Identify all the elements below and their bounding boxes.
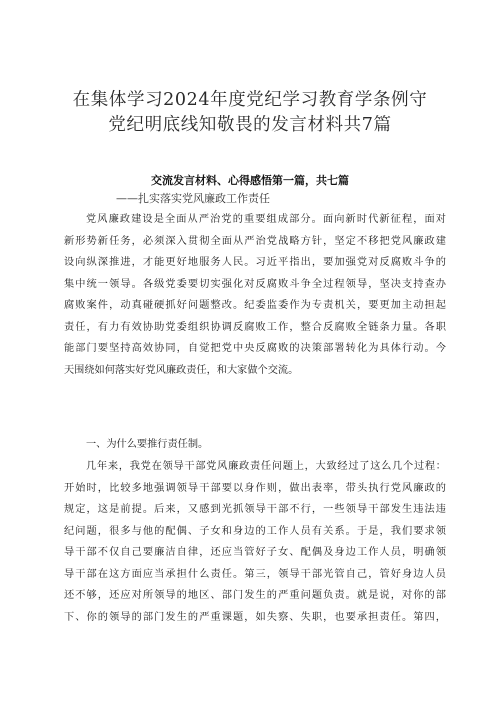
text-line: 新形势新任务，必须深入贯彻全面从严治党战略方针，坚定不移把党风廉政建 — [64, 235, 446, 247]
text-line: 设向纵深推进，才能更好地服务人民。习近平指出，要加强党对反腐败斗争的 — [64, 257, 446, 268]
section-heading-block — [64, 434, 446, 456]
article-subheading: 交流发言材料、心得感悟第一篇，共七篇 — [151, 174, 349, 187]
section-heading: 一、为什么要推行责任制。 — [86, 439, 209, 450]
text-line: 导干部在这方面应当承担什么责任。第三，领导干部光管自己，管好身边人员 — [64, 568, 446, 580]
text-line: 腐败案件，动真碰硬抓好问题整改。纪委监委作为专责机关，要更加主动担起 — [64, 300, 446, 311]
text-line: 开始时，比较多地强调领导干部要以身作则，做出表率，带头执行党风廉政的 — [64, 482, 446, 494]
article-byline: ——扎实落实党风廉政工作责任 — [116, 192, 270, 205]
paragraph-intro — [64, 209, 446, 381]
text-line: 集中统一领导。各级党委要切实强化对反腐败斗争全过程领导，坚决支持查办 — [64, 278, 446, 290]
text-line: 党风廉政建设是全面从严治党的重要组成部分。面向新时代新征程，面对 — [86, 214, 446, 225]
text-line: 下、你的领导的部门发生的严重课题，如失察、失职，也要承担责任。第四， — [64, 611, 446, 623]
text-line: 规定，这是前提。后来，又感到光抓领导干部不行，一些领导干部发生违法违 — [64, 504, 446, 515]
text-line: 能部门要坚持高效协同，自觉把党中央反腐败的决策部署转化为具体行动。今 — [64, 343, 446, 354]
text-line: 导干部不仅自己要廉洁自律，还应当管好子女、配偶及身边工作人员，明确领 — [64, 547, 446, 558]
text-line: 还不够，还应对所领导的地区、部门发生的严重问题负责。就是说，对你的部 — [64, 590, 446, 601]
text-line: 纪问题，很多与他的配偶、子女和身边的工作人员有关系。于是，我们要求领 — [64, 525, 446, 537]
text-line: 责任，有力有效协助党委组织协调反腐败工作，整合反腐败全链条力量。各职 — [64, 321, 446, 333]
title-line: 在集体学习2024年度党纪学习教育学条例守 — [72, 90, 428, 110]
text-line: 天围绕如何落实好党风廉政责任，和大家做个交流。 — [64, 364, 299, 376]
title-line: 党纪明底线知敬畏的发言材料共7篇 — [108, 115, 392, 135]
document-title — [40, 88, 460, 138]
text-line: 几年来，我党在领导干部党风廉政责任问题上，大致经过了这么几个过程： — [86, 461, 446, 472]
paragraph-history — [64, 456, 446, 628]
